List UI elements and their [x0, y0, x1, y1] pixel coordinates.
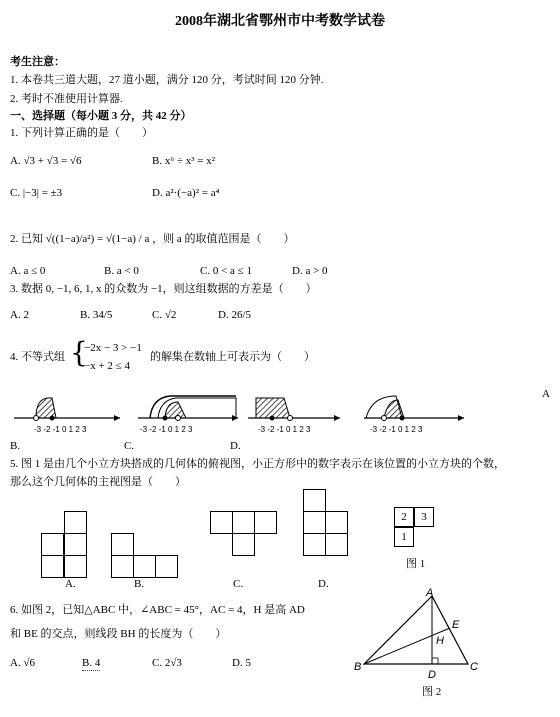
- q2-option-b: B. a < 0: [104, 265, 139, 277]
- q4-brace: {: [70, 336, 88, 369]
- q2-option-c: C. 0 < a ≤ 1: [200, 265, 252, 277]
- q6-option-c: C. 2√3: [152, 657, 182, 669]
- q4-option-d-label: D.: [230, 440, 241, 452]
- svg-text:-3 -2 -1 0 1 2 3: -3 -2 -1 0 1 2 3: [34, 425, 87, 434]
- notice-line-2: 2. 考时不准使用计算器.: [10, 93, 123, 105]
- q4-inequality-2: −x + 2 ≤ 4: [84, 360, 130, 372]
- q5-option-a: A.: [65, 578, 76, 590]
- fig1-cell-3: 3: [414, 507, 434, 527]
- fig2-label-b: B: [354, 661, 362, 673]
- svg-text:-3 -2 -1 0 1 2 3: -3 -2 -1 0 1 2 3: [258, 425, 311, 434]
- q6-option-d: D. 5: [232, 657, 251, 669]
- svg-text:-3 -2 -1 0 1 2 3: -3 -2 -1 0 1 2 3: [370, 425, 423, 434]
- q4-number-lines: [0, 388, 560, 440]
- svg-text:-3 -2 -1 0 1 2 3: -3 -2 -1 0 1 2 3: [140, 425, 193, 434]
- q3-option-a: A. 2: [10, 309, 29, 321]
- fig1-cell-2: 2: [394, 507, 414, 527]
- q5-option-b: B.: [134, 578, 145, 590]
- q1-option-c: C. |−3| = ±3: [10, 187, 63, 199]
- q6-figure-2: [352, 588, 502, 684]
- fig2-label-a: A: [426, 588, 434, 599]
- q5-stem-1: 5. 图 1 是由几个小立方块搭成的几何体的俯视图，小正方形中的数字表示在该位置的小立方块的个数，: [10, 458, 505, 470]
- fig2-label-d: D: [428, 669, 436, 681]
- q1-option-a: A. √3 + √3 = √6: [10, 155, 82, 167]
- q4-stray-a: A: [542, 388, 550, 400]
- q6-option-a: A. √6: [10, 657, 35, 669]
- q3-stem: 3. 数据 0, −1, 6, 1, x 的众数为 −1，则这组数据的方差是（ ）: [10, 283, 317, 295]
- q3-option-c: C. √2: [152, 309, 177, 321]
- q5-stem-2: 那么这个几何体的主视图是（ ）: [10, 476, 186, 488]
- section-1-heading: 一、选择题（每小题 3 分，共 42 分）: [10, 110, 192, 122]
- q5-option-c: C.: [233, 578, 244, 590]
- q6-stem-2: 和 BE 的交点，则线段 BH 的长度为（ ）: [10, 628, 227, 640]
- notice-heading: 考生注意：: [10, 56, 65, 68]
- q2-option-d: D. a > 0: [292, 265, 328, 277]
- q6-stem-1: 6. 如图 2，已知△ABC 中，∠ABC = 45°，AC = 4，H 是高 AD: [10, 604, 305, 616]
- q4-stem-pre: 4. 不等式组: [10, 351, 65, 363]
- q6-option-b: B. 4: [82, 657, 101, 669]
- q2-stem: 2. 已知 √((1−a)/a²) = √(1−a) / a ，则 a 的取值范围是（ ）: [10, 233, 295, 245]
- q1-stem: 1. 下列计算正确的是（ ）: [10, 127, 153, 139]
- q1-option-d: D. a²·(−a)² = a⁴: [152, 187, 220, 199]
- q4-stem-post: 的解集在数轴上可表示为（ ）: [150, 351, 315, 363]
- fig2-label-e: E: [452, 619, 460, 631]
- q3-option-d: D. 26/5: [218, 309, 251, 321]
- q2-option-a: A. a ≤ 0: [10, 265, 46, 277]
- q5-option-d: D.: [318, 578, 329, 590]
- q4-inequality-1: −2x − 3 > −1: [84, 342, 142, 354]
- fig2-label-c: C: [470, 661, 478, 673]
- q4-axis-option-b: [138, 396, 238, 434]
- q4-option-c-label: C.: [124, 440, 135, 452]
- q4-axis-option-a: [14, 398, 120, 434]
- q1-option-b: B. x⁶ ÷ x³ = x²: [152, 155, 216, 167]
- q3-option-b: B. 34/5: [80, 309, 113, 321]
- fig1-cell-1: 1: [394, 527, 414, 547]
- notice-line-1: 1. 本卷共三道大题，27 道小题，满分 120 分，考试时间 120 分钟.: [10, 74, 324, 86]
- q4-option-b-label: B.: [10, 440, 21, 452]
- page-title: 2008年湖北省鄂州市中考数学试卷: [175, 14, 385, 29]
- fig2-label-h: H: [436, 635, 444, 647]
- q4-axis-option-d: [364, 396, 464, 434]
- fig1-caption: 图 1: [406, 558, 426, 570]
- fig2-caption: 图 2: [422, 686, 442, 698]
- q4-axis-option-c: [248, 398, 340, 434]
